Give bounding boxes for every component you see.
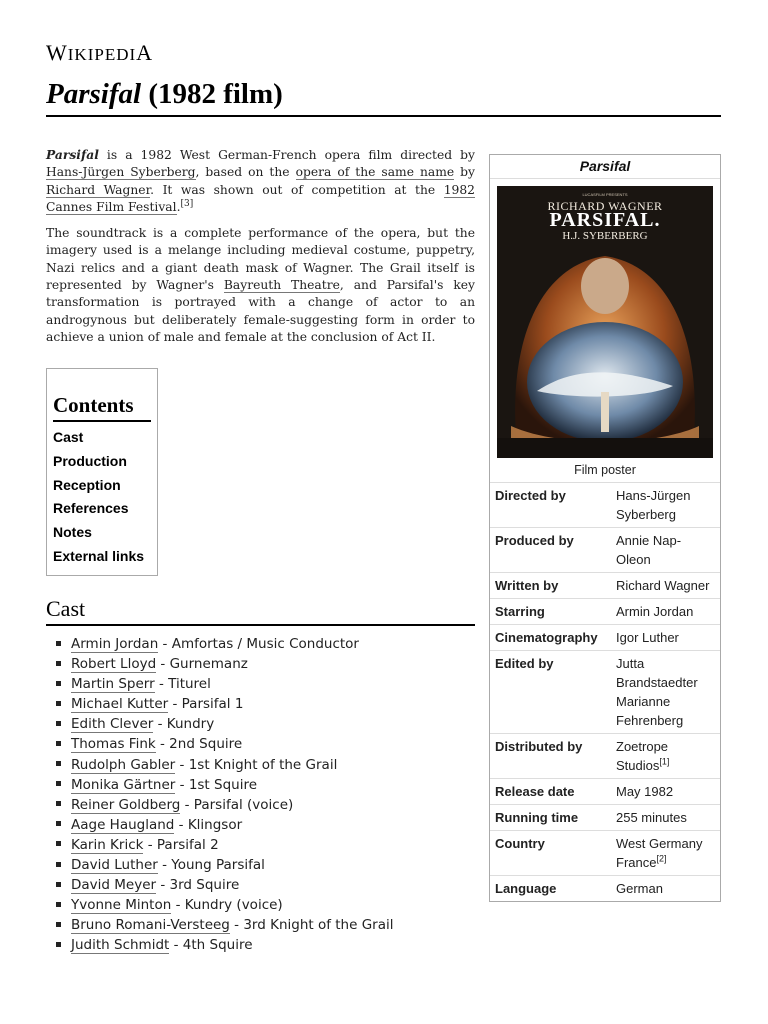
cast-list-item xyxy=(56,755,476,775)
infobox-value-line: May 1982 xyxy=(616,784,674,799)
wordmark-final: A xyxy=(136,40,154,65)
cast-member-link[interactable]: Reiner Goldberg xyxy=(71,796,181,813)
cast-heading: Cast xyxy=(46,596,475,626)
cast-list-item xyxy=(56,674,476,694)
infobox-value-line: Jutta xyxy=(616,656,645,671)
cast-role: - Amfortas / Music Conductor xyxy=(158,636,359,652)
toc-list xyxy=(53,426,151,569)
infobox-label: Directed by xyxy=(495,488,566,503)
infobox-label: Language xyxy=(495,881,557,896)
infobox-label: Written by xyxy=(495,578,559,593)
infobox-label: Distributed by xyxy=(495,739,583,754)
infobox-value-line: German xyxy=(616,881,663,896)
lead-text: , based on the xyxy=(195,165,296,180)
lead-link[interactable]: opera of the same name xyxy=(295,165,455,180)
lead-text: The soundtrack is a complete performance of the opera, but the imagery used is a melange including medieval costume, puppetry, Nazi relics and a giant death mask of Wagner. The Grail itself is represented by Wagner's xyxy=(46,226,475,293)
lead-link[interactable]: Bayreuth Theatre xyxy=(223,278,340,293)
cast-list-item xyxy=(56,775,476,795)
infobox-label: Edited by xyxy=(495,656,554,671)
cast-list-item xyxy=(56,795,476,815)
cast-member-link[interactable]: Rudolph Gabler xyxy=(71,756,176,773)
poster-director: H.J. SYBERBERG xyxy=(562,230,648,242)
infobox-row xyxy=(490,876,720,901)
cast-role: - Parsifal 2 xyxy=(143,836,219,853)
lead-section xyxy=(46,146,475,355)
infobox-value-line: Igor Luther xyxy=(616,630,679,645)
infobox-value xyxy=(611,625,720,650)
cast-member-link[interactable]: Yvonne Minton xyxy=(71,897,172,914)
cast-role: - 1st Squire xyxy=(175,776,258,793)
infobox-value-line: West Germany xyxy=(616,836,703,851)
infobox-value-line: Annie Nap- xyxy=(616,533,682,548)
infobox-label: Country xyxy=(495,836,545,851)
cast-role: - Young Parsifal xyxy=(157,857,265,874)
infobox-label: Running time xyxy=(495,810,579,825)
cast-role: - 1st Knight of the Grail xyxy=(175,756,338,773)
cast-member-link[interactable]: Judith Schmidt xyxy=(71,937,170,954)
page-title-italic: Parsifal xyxy=(46,78,142,110)
cast-member-link[interactable]: David Meyer xyxy=(71,877,157,894)
cast-member-link[interactable]: Armin Jordan xyxy=(71,636,159,652)
cast-list-item xyxy=(56,634,476,654)
poster-credit-small: LUCASFILM PRESENTS xyxy=(582,192,628,197)
lead-link[interactable]: Richard Wagner xyxy=(46,182,151,197)
wordmark-initial: W xyxy=(46,40,68,65)
infobox-row xyxy=(490,651,720,734)
infobox-row xyxy=(490,734,720,779)
cast-member-link[interactable]: Thomas Fink xyxy=(71,736,156,753)
infobox-row xyxy=(490,805,720,831)
infobox-title: Parsifal xyxy=(490,155,720,179)
cast-member-link[interactable]: Michael Kutter xyxy=(71,696,169,713)
cast-list-item xyxy=(56,875,476,895)
infobox-value xyxy=(611,528,720,572)
cast-role: - Titurel xyxy=(154,676,211,693)
infobox-row xyxy=(490,573,720,599)
poster-title: PARSIFAL. xyxy=(549,209,661,231)
lead-paragraph-2 xyxy=(46,225,475,346)
infobox-value xyxy=(611,876,720,901)
infobox-value-line: Studios[1] xyxy=(616,756,670,773)
cast-member-link[interactable]: Monika Gärtner xyxy=(71,776,176,793)
lead-paragraph-1 xyxy=(46,146,475,216)
cast-member-link[interactable]: Edith Clever xyxy=(71,716,154,733)
infobox-label: Cinematography xyxy=(495,630,598,645)
infobox-row xyxy=(490,528,720,573)
cast-list xyxy=(56,634,476,956)
infobox-value xyxy=(611,483,720,527)
cast-list-item xyxy=(56,694,476,714)
cast-member-link[interactable]: Bruno Romani-Versteeg xyxy=(71,917,230,934)
cast-member-link[interactable]: Robert Lloyd xyxy=(71,656,157,673)
infobox-row xyxy=(490,625,720,651)
cast-role: - Gurnemanz xyxy=(156,656,248,673)
lead-text: . xyxy=(176,199,181,214)
infobox-row xyxy=(490,831,720,876)
cast-list-item xyxy=(56,915,476,935)
cast-role: - 4th Squire xyxy=(169,937,253,954)
cast-list-item xyxy=(56,714,476,734)
infobox-value-line: Syberberg xyxy=(616,507,676,522)
cast-role: - 3rd Knight of the Grail xyxy=(229,917,394,934)
cast-member-link[interactable]: Martin Sperr xyxy=(71,676,155,693)
infobox-value xyxy=(611,805,720,830)
cast-role: - Klingsor xyxy=(174,816,243,833)
cast-list-item xyxy=(56,815,476,835)
lead-text: , and Parsifal's key transformation is portrayed with a change of actor to an androgynous but deliberately female-suggesting form in order to achieve a union of male and female at the conclusion of Act II. xyxy=(46,278,475,344)
infobox-row xyxy=(490,779,720,805)
lead-text: . It was shown out of competition at the xyxy=(150,182,444,197)
infobox-value-line: Zoetrope xyxy=(616,739,669,754)
toc-item-cast[interactable]: Cast xyxy=(53,429,84,445)
page-title xyxy=(46,78,721,117)
infobox-row xyxy=(490,599,720,625)
lead-bold-title: Parsifal xyxy=(46,147,99,162)
toc-item-notes[interactable]: Notes xyxy=(53,524,92,541)
film-poster-image[interactable] xyxy=(497,186,713,458)
infobox-value xyxy=(611,599,720,624)
page-title-rest: (1982 film) xyxy=(141,78,283,110)
cast-role: - Parsifal (voice) xyxy=(180,796,294,813)
infobox-value-line: Hans-Jürgen xyxy=(616,488,691,503)
infobox-value-line: France[2] xyxy=(616,853,667,870)
infobox-value-line: Oleon xyxy=(616,552,651,567)
infobox-value xyxy=(611,573,720,598)
infobox-value-line: Fehrenberg xyxy=(616,713,684,728)
table-of-contents xyxy=(46,368,158,576)
toc-item-reception[interactable]: Reception xyxy=(53,476,121,493)
infobox-value-line: Richard Wagner xyxy=(616,578,710,593)
lead-text: is a 1982 West German-French opera film directed by xyxy=(98,148,475,162)
cast-role: - 3rd Squire xyxy=(156,877,240,894)
infobox-value xyxy=(611,734,720,778)
cast-list-item xyxy=(56,935,476,955)
poster-caption: Film poster xyxy=(490,458,720,483)
cast-role: - Kundry (voice) xyxy=(171,897,283,914)
infobox-rows xyxy=(490,483,720,901)
toc-heading: Contents xyxy=(53,393,151,422)
wordmark-middle: IKIPEDI xyxy=(67,45,137,64)
toc-item-external-links[interactable]: External links xyxy=(53,547,145,564)
citation-ref[interactable]: [3] xyxy=(180,198,194,209)
cast-role: - Kundry xyxy=(153,716,215,733)
cast-list-item xyxy=(56,654,476,674)
infobox-value xyxy=(611,831,720,875)
cast-list-item xyxy=(56,855,476,875)
toc-item-production[interactable]: Production xyxy=(53,452,127,469)
infobox-value-line: Marianne xyxy=(616,694,671,709)
infobox-label: Starring xyxy=(495,604,545,619)
infobox-value xyxy=(611,651,720,733)
infobox-label: Release date xyxy=(495,784,575,799)
infobox-value-line: Armin Jordan xyxy=(616,604,694,619)
infobox-value-line: 255 minutes xyxy=(616,810,687,825)
citation-ref[interactable]: [2] xyxy=(656,853,667,864)
toc-item-references[interactable]: References xyxy=(53,500,129,517)
lead-link[interactable]: 1982 Cannes Film Festival xyxy=(46,182,475,214)
lead-text: by xyxy=(454,165,475,180)
infobox xyxy=(489,154,721,902)
cast-list-item xyxy=(56,734,476,754)
infobox-row xyxy=(490,483,720,528)
lead-link[interactable]: Hans-Jürgen Syberberg xyxy=(46,165,196,180)
cast-list-item xyxy=(56,895,476,915)
infobox-value xyxy=(611,779,720,804)
cast-list-item xyxy=(56,835,476,855)
cast-role: - 2nd Squire xyxy=(155,736,243,753)
poster-composer: RICHARD WAGNER xyxy=(547,199,663,213)
wikipedia-wordmark[interactable] xyxy=(46,40,153,66)
citation-ref[interactable]: [1] xyxy=(659,756,670,767)
infobox-value-line: Brandstaedter xyxy=(616,675,698,690)
cast-role: - Parsifal 1 xyxy=(168,696,244,713)
cast-member-link[interactable]: Karin Krick xyxy=(71,836,144,853)
cast-member-link[interactable]: Aage Haugland xyxy=(71,816,175,833)
cast-member-link[interactable]: David Luther xyxy=(71,857,158,874)
infobox-label: Produced by xyxy=(495,533,574,548)
